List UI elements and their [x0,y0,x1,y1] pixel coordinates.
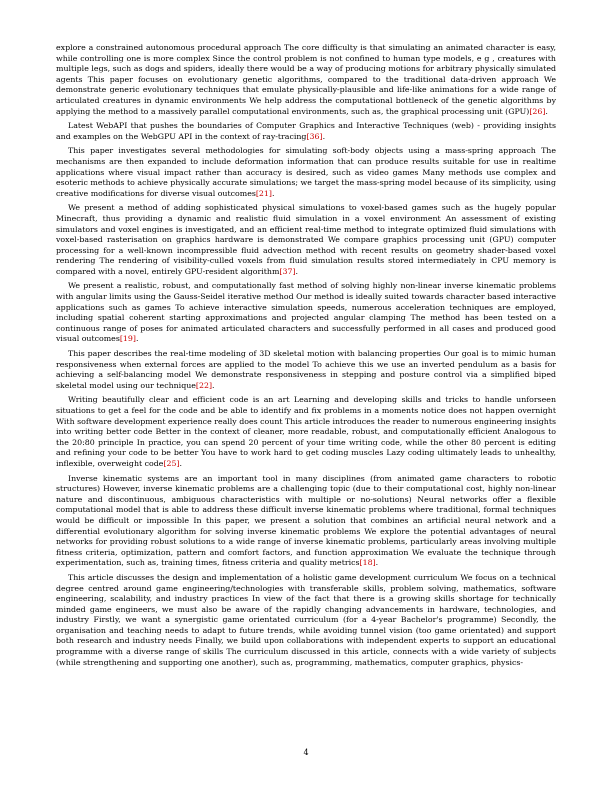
paragraph-3: This paper investigates several methodologies for simulating soft-body objects using a mass-spring approach The mechanisms are then expanded to include deformation information that can produce results suitable for use in realtime applications where visual impact rather than accuracy is desired, such as video games Many methods use complex and esoteric methods to achieve physically accurate simulations; we target the mass-spring model because of its simplicity, using creative modifications for diverse visual outcomes[21]. [56,146,556,198]
paragraph-text: This paper investigates several methodologies for simulating soft-body objects using a mass-spring approach The mechanisms are then expanded to include deformation information that can produce results suitable for use in realtime applications where visual impact rather than accuracy is desired, such as video games Many methods use complex and esoteric methods to achieve physically accurate simulations; we target the mass-spring model because of its simplicity, using creative modifications for diverse visual outcomes [56,146,556,198]
citation-link[interactable]: [37] [279,266,296,276]
paragraph-text: This article discusses the design and implementation of a holistic game development curriculum We focus on a technical degree centred around game engineering/technologies with transferable skills, problem solving, mathematics, software engineering, scalability, and industry practices In view of the fact that there is a growing skills shortage for technically minded game engineers, we must also be aware of the rapidly changing advancements in hardware, technologies, and industry Firstly, we want a synergistic game orientated curriculum (for a 4-year Bachelor's programme) Secondly, the organisation and teaching needs to adapt to future trends, while avoiding tunnel vision (too game orientated) and support both research and industry needs Finally, we build upon collaborations with independent experts to support an educational programme with a diverse range of skills The curriculum discussed in this article, connects with a wide variety of subjects (while strengthening and supporting one another), such as, programming, mathematics, computer graphics, physics- [56,572,556,667]
paragraph-text: This paper describes the real-time modeling of 3D skeletal motion with balancing properties Our goal is to mimic human responsiveness when external forces are applied to the model To achieve this we use an inverted pendulum as a basis for achieving a self-balancing model We demonstrate responsiveness in stepping and posture control via a simplified biped skeletal model using our technique [56,349,556,390]
paragraph-2: Latest WebAPI that pushes the boundaries of Computer Graphics and Interactive Techniques (web) - providing insights and examples on the WebGPU API in the context of ray-tracing[36]. [56,121,556,141]
paragraph-4: We present a method of adding sophisticated physical simulations to voxel-based games such as the hugely popular Minecraft, thus providing a dynamic and realistic fluid simulation in a voxel environment An assessment of existing simulators and voxel engines is investigated, and an efficient real-time method to integrate optimized fluid simulations with voxel-based rasterisation on graphics hardware is demonstrated We compare graphics processing unit (GPU) computer processing for a well-known incompressible fluid advection method with recent results on geometry shader-based voxel rendering The rendering of visibility-culled voxels from fluid simulation results stored intermediately in CPU memory is compared with a novel, entirely GPU-resident algorithm[37]. [56,203,556,276]
paragraph-text: explore a constrained autonomous procedural approach The core difficulty is that simulating an animated character is easy, while controlling one is more complex Since the control problem is not confined to human type models, e g , creatures with multiple legs, such as dogs and spiders, ideally there would be a way of producing motions for arbitrary physically simulated agents This paper focuses on evolutionary genetic algorithms, compared to the traditional data-driven approach We demonstrate generic evolutionary techniques that emulate physically-plausible and life-like animations for a wide range of articulated creatures in dynamic environments We help address the computational bottleneck of the genetic algorithms by applying the method to a massively parallel computational environments, such as, the graphical processing unit (GPU) [56,43,556,116]
paragraph-text: Writing beautifully clear and efficient code is an art Learning and developing skills and tricks to handle unforseen situations to get a feel for the code and be able to identify and fix problems in a moments notice does not happen overnight With software development experience really does count This article introduces the reader to numerous engineering insights into writing better code Better in the context of cleaner, more readable, robust, and computationally efficient Analogous to the 20:80 principle In practice, you can spend 20 percent of your time writing code, while the other 80 percent is editing and refining your code to be better You have to work hard to get coding muscles Lazy coding ultimately leads to unhealthy, inflexible, overweight code [56,395,556,468]
paragraph-5: We present a realistic, robust, and computationally fast method of solving highly non-linear inverse kinematic problems with angular limits using the Gauss-Seidel iterative method Our method is ideally suited towards character based interactive applications such as games To achieve interactive simulation speeds, numerous acceleration techniques are employed, including spatial coherent starting approximations and projected angular clamping The method has been tested on a continuous range of poses for animated articulated characters and successfully performed in all cases and produced good visual outcomes[19]. [56,281,556,344]
page-number: 4 [303,748,309,757]
paragraph-text: We present a method of adding sophisticated physical simulations to voxel-based games such as the hugely popular Minecraft, thus providing a dynamic and realistic fluid simulation in a voxel environment An assessment of existing simulators and voxel engines is investigated, and an efficient real-time method to integrate optimized fluid simulations with voxel-based rasterisation on graphics hardware is demonstrated We compare graphics processing unit (GPU) computer processing for a well-known incompressible fluid advection method with recent results on geometry shader-based voxel rendering The rendering of visibility-culled voxels from fluid simulation results stored intermediately in CPU memory is compared with a novel, entirely GPU-resident algorithm [56,203,556,276]
paragraph-7: Writing beautifully clear and efficient code is an art Learning and developing skills and tricks to handle unforseen situations to get a feel for the code and be able to identify and fix problems in a moments notice does not happen overnight With software development experience really does count This article introduces the reader to numerous engineering insights into writing better code Better in the context of cleaner, more readable, robust, and computationally efficient Analogous to the 20:80 principle In practice, you can spend 20 percent of your time writing code, while the other 80 percent is editing and refining your code to be better You have to work hard to get coding muscles Lazy coding ultimately leads to unhealthy, inflexible, overweight code[25]. [56,395,556,468]
citation-link[interactable]: [26] [529,106,546,116]
page-body [56,43,556,672]
citation-link[interactable]: [21] [255,188,272,198]
citation-link[interactable]: [18] [359,558,376,568]
paragraph-text: Inverse kinematic systems are an important tool in many disciplines (from animated game characters to robotic structures) However, inverse kinematic problems are a challenging topic (due to their computational cost, highly non-linear nature and discontinuous, ambiguous characteristics with multiple or no-solutions) Neural networks offer a flexible computational model that is able to address these difficult inverse kinematic problems where traditional, formal techniques would be difficult or impossible In this paper, we present a solution that combines an artificial neural network and a differential evolutionary algorithm for solving inverse kinematic problems We explore the potential advantages of neural networks for providing robust solutions to a wide range of inverse kinematic problems, particularly areas involving multiple fitness criteria, optimization, pattern and comfort factors, and function approximation We evaluate the technique through experimentation, such as, training times, fitness criteria and quality metrics [56,473,556,568]
citation-link[interactable]: [25] [163,458,180,468]
citation-link[interactable]: [22] [195,380,213,390]
paragraph-8: Inverse kinematic systems are an important tool in many disciplines (from animated game characters to robotic structures) However, inverse kinematic problems are a challenging topic (due to their computational cost, highly non-linear nature and discontinuous, ambiguous characteristics with multiple or no-solutions) Neural networks offer a flexible computational model that is able to address these difficult inverse kinematic problems where traditional, formal techniques would be difficult or impossible In this paper, we present a solution that combines an artificial neural network and a differential evolutionary algorithm for solving inverse kinematic problems We explore the potential advantages of neural networks for providing robust solutions to a wide range of inverse kinematic problems, particularly areas involving multiple fitness criteria, optimization, pattern and comfort factors, and function approximation We evaluate the technique through experimentation, such as, training times, fitness criteria and quality metrics[18]. [56,473,556,568]
paragraph-1: explore a constrained autonomous procedural approach The core difficulty is that simulating an animated character is easy, while controlling one is more complex Since the control problem is not confined to human type models, e g , creatures with multiple legs, such as dogs and spiders, ideally there would be a way of producing motions for arbitrary physically simulated agents This paper focuses on evolutionary genetic algorithms, compared to the traditional data-driven approach We demonstrate generic evolutionary techniques that emulate physically-plausible and life-like animations for a wide range of articulated creatures in dynamic environments We help address the computational bottleneck of the genetic algorithms by applying the method to a massively parallel computational environments, such as, the graphical processing unit (GPU)[26]. [56,43,556,116]
citation-link[interactable]: [19] [119,334,136,344]
citation-link[interactable]: [36] [306,131,323,141]
paragraph-text: We present a realistic, robust, and computationally fast method of solving highly non-linear inverse kinematic problems with angular limits using the Gauss-Seidel iterative method Our method is ideally suited towards character based interactive applications such as games To achieve interactive simulation speeds, numerous acceleration techniques are employed, including spatial coherent starting approximations and projected angular clamping The method has been tested on a continuous range of poses for animated articulated characters and successfully performed in all cases and produced good visual outcomes [56,281,556,344]
paragraph-text: Latest WebAPI that pushes the boundaries of Computer Graphics and Interactive Techniques (web) - providing insights and examples on the WebGPU API in the context of ray-tracing [56,121,556,141]
paragraph-9 [56,573,556,668]
paragraph-6: This paper describes the real-time modeling of 3D skeletal motion with balancing properties Our goal is to mimic human responsiveness when external forces are applied to the model To achieve this we use an inverted pendulum as a basis for achieving a self-balancing model We demonstrate responsiveness in stepping and posture control via a simplified biped skeletal model using our technique[22]. [56,349,556,390]
